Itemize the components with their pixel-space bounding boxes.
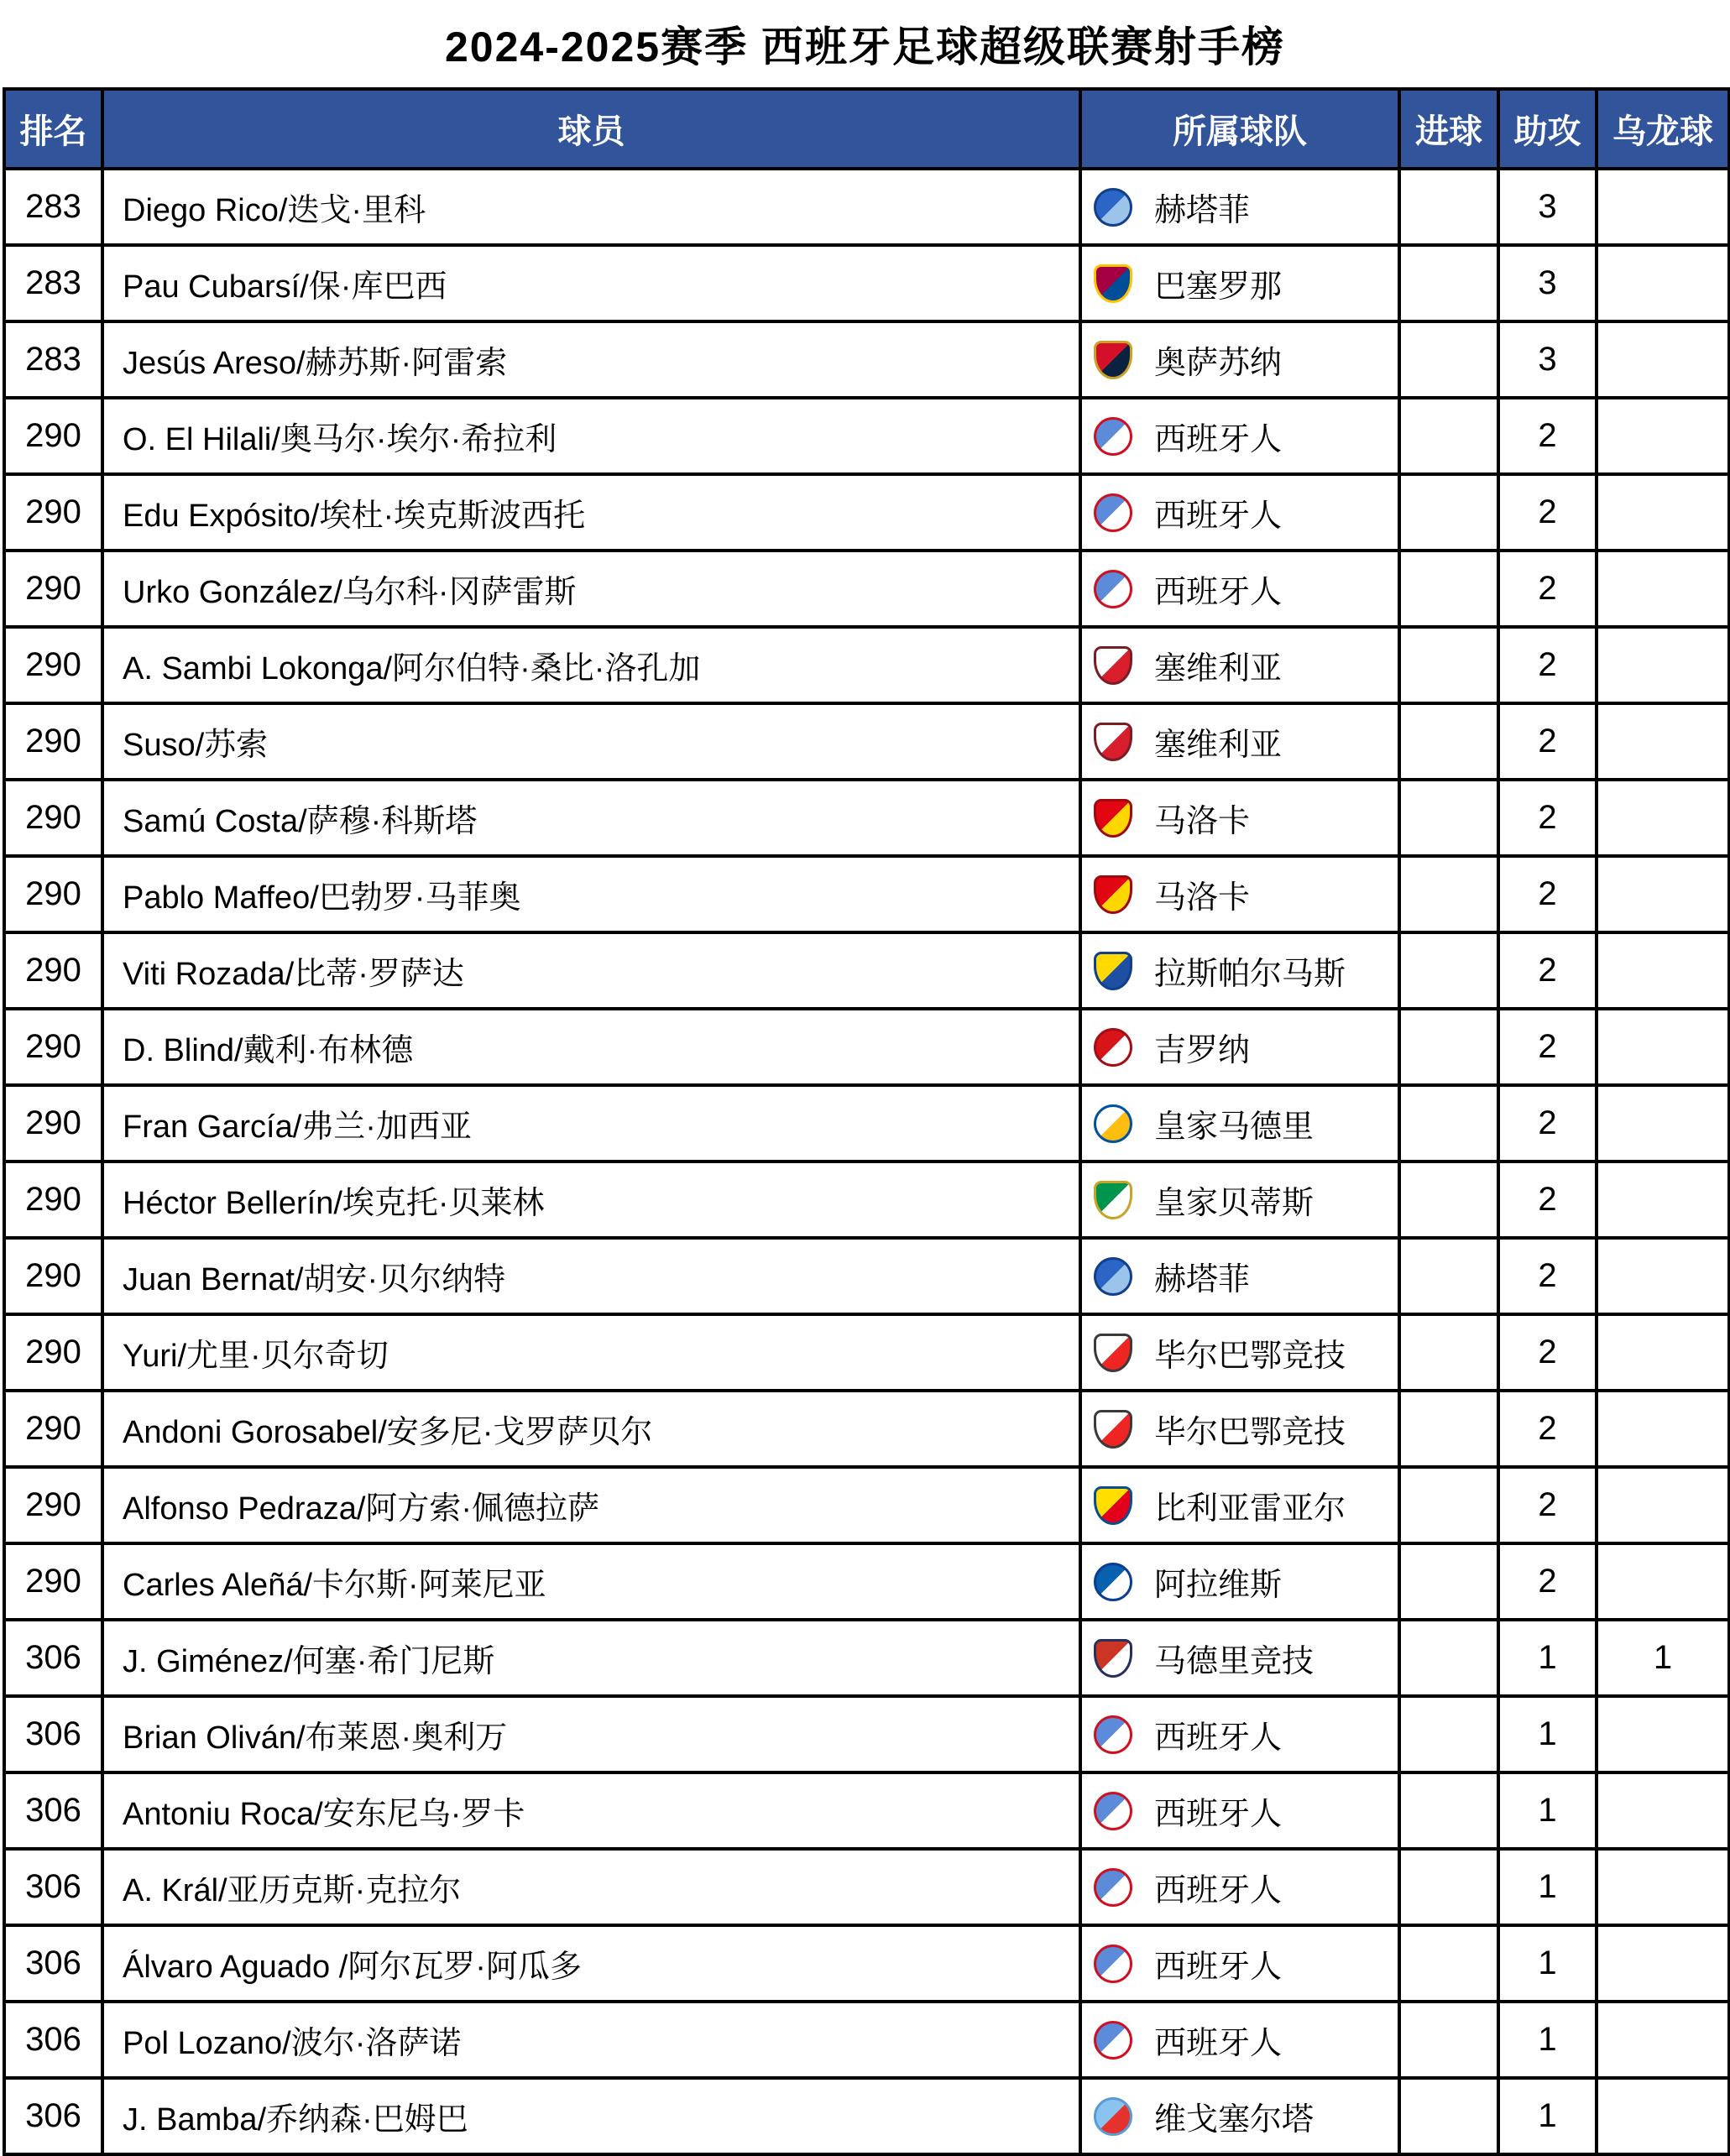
rank-cell: 290 (4, 1238, 102, 1314)
table-row (4, 1696, 1729, 1772)
player-cell: Samú Costa/萨穆·科斯塔 (102, 780, 1080, 856)
table-row (4, 1009, 1729, 1085)
rank-cell: 290 (4, 551, 102, 627)
rank-cell: 290 (4, 398, 102, 474)
own-goals-cell (1597, 1467, 1729, 1543)
team-cell (1080, 321, 1399, 398)
own-goals-cell (1597, 932, 1729, 1009)
scorers-table (3, 87, 1730, 2156)
team-wrap (1094, 1177, 1397, 1223)
rank-cell: 306 (4, 2002, 102, 2078)
team-name: 吉罗纳 (1154, 1033, 1251, 1068)
team-wrap (1094, 871, 1397, 917)
assists-cell: 2 (1498, 1238, 1597, 1314)
own-goals-cell (1597, 2002, 1729, 2078)
goals-cell (1399, 169, 1498, 245)
player-cell: Pau Cubarsí/保·库巴西 (102, 245, 1080, 321)
assists-cell: 1 (1498, 1772, 1597, 1849)
sevilla-crest-icon (1094, 723, 1132, 761)
own-goals-cell (1597, 169, 1729, 245)
team-wrap (1094, 1024, 1397, 1070)
team-wrap (1094, 1788, 1397, 1834)
team-wrap (1094, 1482, 1397, 1528)
rank-cell: 283 (4, 169, 102, 245)
team-name: 西班牙人 (1154, 2026, 1283, 2061)
team-name: 奥萨苏纳 (1154, 346, 1283, 381)
assists-cell: 1 (1498, 1925, 1597, 2002)
team-wrap (1094, 1100, 1397, 1146)
goals-cell (1399, 932, 1498, 1009)
own-goals-cell (1597, 551, 1729, 627)
team-cell (1080, 474, 1399, 551)
assists-cell: 2 (1498, 856, 1597, 932)
team-name: 赫塔菲 (1154, 1262, 1251, 1297)
goals-cell (1399, 1925, 1498, 2002)
team-cell (1080, 703, 1399, 780)
team-cell (1080, 1696, 1399, 1772)
rank-cell: 283 (4, 245, 102, 321)
rank-cell: 290 (4, 1162, 102, 1238)
rank-cell: 290 (4, 780, 102, 856)
athletic-bilbao-crest-icon (1094, 1410, 1132, 1449)
goals-cell (1399, 1162, 1498, 1238)
player-cell: Pol Lozano/波尔·洛萨诺 (102, 2002, 1080, 2078)
goals-cell (1399, 1543, 1498, 1620)
espanyol-crest-icon (1094, 570, 1132, 608)
own-goals-cell (1597, 1314, 1729, 1391)
own-goals-cell (1597, 1925, 1729, 2002)
table-row (4, 856, 1729, 932)
col-header-assists: 助攻 (1498, 89, 1597, 169)
team-cell (1080, 1849, 1399, 1925)
assists-cell: 1 (1498, 1696, 1597, 1772)
team-cell (1080, 856, 1399, 932)
team-name: 拉斯帕尔马斯 (1154, 957, 1346, 992)
team-wrap (1094, 1864, 1397, 1910)
player-cell: O. El Hilali/奥马尔·埃尔·希拉利 (102, 398, 1080, 474)
team-cell (1080, 169, 1399, 245)
own-goals-cell (1597, 856, 1729, 932)
table-row (4, 474, 1729, 551)
team-cell (1080, 245, 1399, 321)
table-row (4, 1620, 1729, 1696)
team-name: 西班牙人 (1154, 1720, 1283, 1756)
team-name: 皇家贝蒂斯 (1154, 1186, 1314, 1221)
goals-cell (1399, 321, 1498, 398)
player-cell: D. Blind/戴利·布林德 (102, 1009, 1080, 1085)
rank-cell: 283 (4, 321, 102, 398)
goals-cell (1399, 1085, 1498, 1162)
assists-cell: 2 (1498, 474, 1597, 551)
espanyol-crest-icon (1094, 1868, 1132, 1907)
rank-cell: 290 (4, 856, 102, 932)
team-name: 巴塞罗那 (1154, 269, 1283, 305)
team-wrap (1094, 489, 1397, 535)
team-name: 西班牙人 (1154, 499, 1283, 534)
assists-cell: 1 (1498, 1620, 1597, 1696)
celta-vigo-crest-icon (1094, 2097, 1132, 2136)
header-row (4, 89, 1729, 169)
col-header-team: 所属球队 (1080, 89, 1399, 169)
player-cell: Suso/苏索 (102, 703, 1080, 780)
team-cell (1080, 780, 1399, 856)
assists-cell: 3 (1498, 169, 1597, 245)
player-cell: Urko González/乌尔科·冈萨雷斯 (102, 551, 1080, 627)
team-wrap (1094, 718, 1397, 765)
assists-cell: 1 (1498, 1849, 1597, 1925)
assists-cell: 2 (1498, 1543, 1597, 1620)
rank-cell: 290 (4, 932, 102, 1009)
table-row (4, 1772, 1729, 1849)
player-cell: Fran García/弗兰·加西亚 (102, 1085, 1080, 1162)
goals-cell (1399, 1849, 1498, 1925)
own-goals-cell (1597, 1543, 1729, 1620)
own-goals-cell (1597, 321, 1729, 398)
goals-cell (1399, 627, 1498, 703)
assists-cell: 2 (1498, 703, 1597, 780)
table-row (4, 321, 1729, 398)
table-row (4, 1162, 1729, 1238)
team-cell (1080, 398, 1399, 474)
table-row (4, 398, 1729, 474)
player-cell: J. Giménez/何塞·希门尼斯 (102, 1620, 1080, 1696)
team-cell (1080, 1543, 1399, 1620)
team-name: 西班牙人 (1154, 422, 1283, 457)
team-cell (1080, 1925, 1399, 2002)
team-name: 西班牙人 (1154, 1950, 1283, 1985)
team-cell (1080, 1238, 1399, 1314)
team-name: 西班牙人 (1154, 1797, 1283, 1832)
assists-cell: 2 (1498, 1314, 1597, 1391)
team-wrap (1094, 1635, 1397, 1681)
table-row (4, 551, 1729, 627)
player-cell: J. Bamba/乔纳森·巴姆巴 (102, 2078, 1080, 2154)
team-name: 马德里竞技 (1154, 1644, 1314, 1679)
goals-cell (1399, 474, 1498, 551)
goals-cell (1399, 1696, 1498, 1772)
team-wrap (1094, 947, 1397, 994)
rank-cell: 306 (4, 1849, 102, 1925)
team-cell (1080, 1162, 1399, 1238)
player-cell: Andoni Gorosabel/安多尼·戈罗萨贝尔 (102, 1391, 1080, 1467)
table-row (4, 245, 1729, 321)
team-name: 塞维利亚 (1154, 651, 1283, 686)
goals-cell (1399, 551, 1498, 627)
team-wrap (1094, 337, 1397, 383)
goals-cell (1399, 1467, 1498, 1543)
player-cell: Alfonso Pedraza/阿方索·佩德拉萨 (102, 1467, 1080, 1543)
team-wrap (1094, 1558, 1397, 1605)
team-cell (1080, 1467, 1399, 1543)
team-cell (1080, 1009, 1399, 1085)
assists-cell: 2 (1498, 1162, 1597, 1238)
team-cell (1080, 1391, 1399, 1467)
sevilla-crest-icon (1094, 646, 1132, 685)
table-row (4, 2078, 1729, 2154)
goals-cell (1399, 2078, 1498, 2154)
own-goals-cell (1597, 703, 1729, 780)
team-name: 赫塔菲 (1154, 193, 1251, 228)
team-cell (1080, 1620, 1399, 1696)
table-row (4, 1925, 1729, 2002)
player-cell: Héctor Bellerín/埃克托·贝莱林 (102, 1162, 1080, 1238)
player-cell: Jesús Areso/赫苏斯·阿雷索 (102, 321, 1080, 398)
espanyol-crest-icon (1094, 1715, 1132, 1754)
own-goals-cell: 1 (1597, 1620, 1729, 1696)
espanyol-crest-icon (1094, 493, 1132, 532)
assists-cell: 2 (1498, 1085, 1597, 1162)
page-title: 2024-2025赛季 西班牙足球超级联赛射手榜 (444, 23, 1285, 70)
table-row (4, 1314, 1729, 1391)
table-row (4, 1849, 1729, 1925)
team-wrap (1094, 1711, 1397, 1757)
own-goals-cell (1597, 780, 1729, 856)
table-row (4, 627, 1729, 703)
goals-cell (1399, 398, 1498, 474)
own-goals-cell (1597, 1085, 1729, 1162)
own-goals-cell (1597, 398, 1729, 474)
assists-cell: 1 (1498, 2078, 1597, 2154)
rank-cell: 306 (4, 1620, 102, 1696)
rank-cell: 290 (4, 703, 102, 780)
real-betis-crest-icon (1094, 1181, 1132, 1219)
col-header-rank: 排名 (4, 89, 102, 169)
alaves-crest-icon (1094, 1563, 1132, 1601)
assists-cell: 2 (1498, 398, 1597, 474)
team-wrap (1094, 260, 1397, 306)
table-row (4, 1543, 1729, 1620)
table-row (4, 169, 1729, 245)
espanyol-crest-icon (1094, 2021, 1132, 2059)
team-cell (1080, 932, 1399, 1009)
goals-cell (1399, 780, 1498, 856)
team-wrap (1094, 2017, 1397, 2063)
goals-cell (1399, 1772, 1498, 1849)
goals-cell (1399, 1238, 1498, 1314)
table-row (4, 703, 1729, 780)
player-cell: Viti Rozada/比蒂·罗萨达 (102, 932, 1080, 1009)
assists-cell: 3 (1498, 245, 1597, 321)
atletico-madrid-crest-icon (1094, 1639, 1132, 1678)
col-header-player: 球员 (102, 89, 1080, 169)
athletic-bilbao-crest-icon (1094, 1334, 1132, 1372)
team-wrap (1094, 1406, 1397, 1452)
rank-cell: 290 (4, 1085, 102, 1162)
espanyol-crest-icon (1094, 1792, 1132, 1830)
assists-cell: 1 (1498, 2002, 1597, 2078)
goals-cell (1399, 245, 1498, 321)
table-row (4, 1391, 1729, 1467)
table-row (4, 2002, 1729, 2078)
player-cell: Edu Expósito/埃杜·埃克斯波西托 (102, 474, 1080, 551)
goals-cell (1399, 703, 1498, 780)
assists-cell: 2 (1498, 1009, 1597, 1085)
own-goals-cell (1597, 2078, 1729, 2154)
own-goals-cell (1597, 1162, 1729, 1238)
assists-cell: 2 (1498, 551, 1597, 627)
villarreal-crest-icon (1094, 1486, 1132, 1525)
own-goals-cell (1597, 1849, 1729, 1925)
goals-cell (1399, 2002, 1498, 2078)
rank-cell: 306 (4, 1696, 102, 1772)
las-palmas-crest-icon (1094, 952, 1132, 990)
own-goals-cell (1597, 1391, 1729, 1467)
rank-cell: 290 (4, 627, 102, 703)
team-cell (1080, 2078, 1399, 2154)
espanyol-crest-icon (1094, 417, 1132, 456)
goals-cell (1399, 1391, 1498, 1467)
own-goals-cell (1597, 1696, 1729, 1772)
player-cell: A. Sambi Lokonga/阿尔伯特·桑比·洛孔加 (102, 627, 1080, 703)
rank-cell: 290 (4, 1009, 102, 1085)
team-wrap (1094, 2093, 1397, 2139)
goals-cell (1399, 1009, 1498, 1085)
team-wrap (1094, 1940, 1397, 1986)
own-goals-cell (1597, 474, 1729, 551)
team-name: 塞维利亚 (1154, 728, 1283, 763)
player-cell: Álvaro Aguado /阿尔瓦罗·阿瓜多 (102, 1925, 1080, 2002)
goals-cell (1399, 1314, 1498, 1391)
goals-cell (1399, 856, 1498, 932)
own-goals-cell (1597, 1772, 1729, 1849)
rank-cell: 290 (4, 1314, 102, 1391)
table-row (4, 1467, 1729, 1543)
own-goals-cell (1597, 1238, 1729, 1314)
goals-cell (1399, 1620, 1498, 1696)
assists-cell: 2 (1498, 780, 1597, 856)
team-cell (1080, 2002, 1399, 2078)
team-name: 比利亚雷亚尔 (1154, 1491, 1346, 1527)
team-name: 马洛卡 (1154, 880, 1251, 916)
getafe-crest-icon (1094, 1257, 1132, 1296)
table-row (4, 1085, 1729, 1162)
team-cell (1080, 551, 1399, 627)
team-name: 马洛卡 (1154, 804, 1251, 839)
assists-cell: 2 (1498, 932, 1597, 1009)
team-name: 毕尔巴鄂竞技 (1154, 1415, 1346, 1450)
team-name: 皇家马德里 (1154, 1109, 1314, 1145)
real-madrid-crest-icon (1094, 1104, 1132, 1143)
assists-cell: 3 (1498, 321, 1597, 398)
barcelona-crest-icon (1094, 264, 1132, 303)
player-cell: Yuri/尤里·贝尔奇切 (102, 1314, 1080, 1391)
assists-cell: 2 (1498, 1467, 1597, 1543)
rank-cell: 306 (4, 1925, 102, 2002)
team-name: 西班牙人 (1154, 1873, 1283, 1908)
team-wrap (1094, 1253, 1397, 1299)
team-name: 西班牙人 (1154, 575, 1283, 610)
team-wrap (1094, 642, 1397, 688)
player-cell: Brian Oliván/布莱恩·奥利万 (102, 1696, 1080, 1772)
team-name: 阿拉维斯 (1154, 1568, 1283, 1603)
team-cell (1080, 1314, 1399, 1391)
own-goals-cell (1597, 245, 1729, 321)
table-row (4, 1238, 1729, 1314)
col-header-own-goals: 乌龙球 (1597, 89, 1729, 169)
rank-cell: 290 (4, 1543, 102, 1620)
team-cell (1080, 627, 1399, 703)
team-wrap (1094, 795, 1397, 841)
team-name: 毕尔巴鄂竞技 (1154, 1339, 1346, 1374)
team-wrap (1094, 1329, 1397, 1376)
table-row (4, 780, 1729, 856)
rank-cell: 306 (4, 1772, 102, 1849)
player-cell: A. Král/亚历克斯·克拉尔 (102, 1849, 1080, 1925)
team-wrap (1094, 413, 1397, 459)
own-goals-cell (1597, 1009, 1729, 1085)
player-cell: Antoniu Roca/安东尼乌·罗卡 (102, 1772, 1080, 1849)
espanyol-crest-icon (1094, 1945, 1132, 1983)
mallorca-crest-icon (1094, 875, 1132, 914)
team-cell (1080, 1772, 1399, 1849)
girona-crest-icon (1094, 1028, 1132, 1067)
player-cell: Diego Rico/迭戈·里科 (102, 169, 1080, 245)
assists-cell: 2 (1498, 1391, 1597, 1467)
mallorca-crest-icon (1094, 799, 1132, 838)
getafe-crest-icon (1094, 188, 1132, 227)
team-wrap (1094, 566, 1397, 612)
table-row (4, 932, 1729, 1009)
team-name: 维戈塞尔塔 (1154, 2102, 1314, 2138)
rank-cell: 290 (4, 474, 102, 551)
player-cell: Juan Bernat/胡安·贝尔纳特 (102, 1238, 1080, 1314)
rank-cell: 290 (4, 1391, 102, 1467)
own-goals-cell (1597, 627, 1729, 703)
team-wrap (1094, 184, 1397, 230)
col-header-goals: 进球 (1399, 89, 1498, 169)
rank-cell: 306 (4, 2078, 102, 2154)
player-cell: Pablo Maffeo/巴勃罗·马菲奥 (102, 856, 1080, 932)
assists-cell: 2 (1498, 627, 1597, 703)
team-cell (1080, 1085, 1399, 1162)
osasuna-crest-icon (1094, 341, 1132, 379)
player-cell: Carles Aleñá/卡尔斯·阿莱尼亚 (102, 1543, 1080, 1620)
rank-cell: 290 (4, 1467, 102, 1543)
